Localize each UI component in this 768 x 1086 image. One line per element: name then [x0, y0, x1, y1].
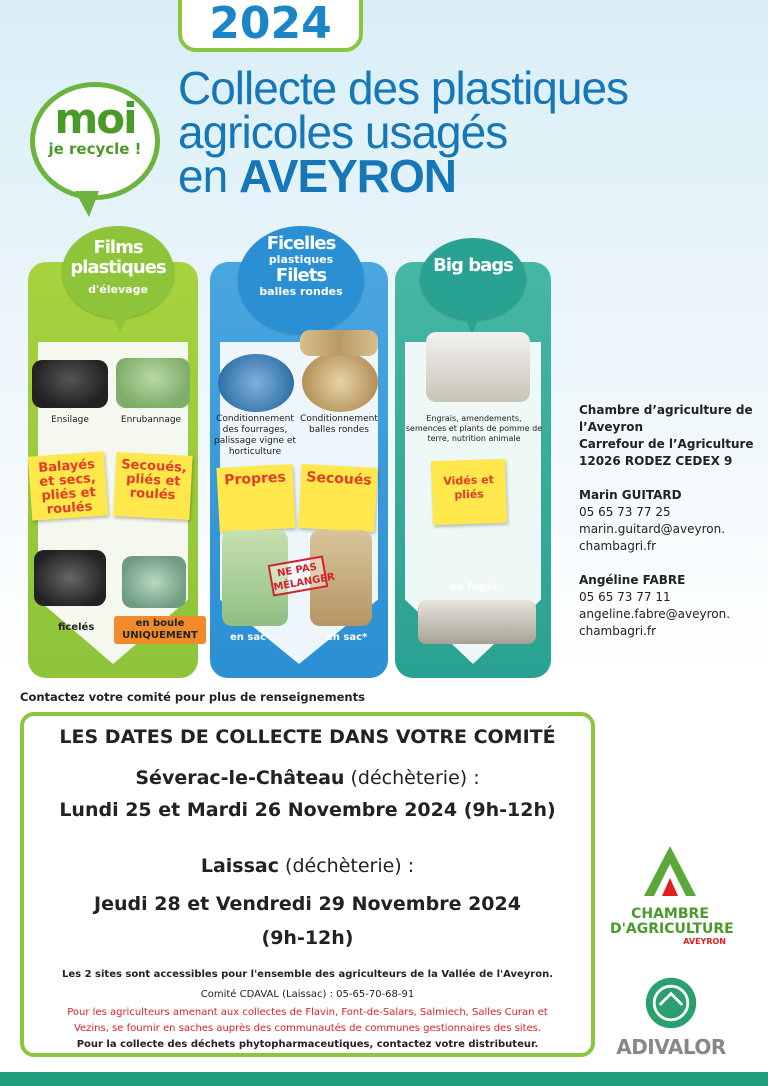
- site1-place: (déchèterie) :: [344, 767, 480, 789]
- contact-block: [579, 402, 759, 657]
- films-note-1: Balayés et secs, pliés et roulés: [28, 451, 108, 520]
- chambre-line-1: CHAMBRE: [631, 906, 709, 922]
- filets-title: Filets: [275, 265, 327, 286]
- boule-tag: en boule UNIQUEMENT: [114, 616, 206, 644]
- ensilage-photo: [32, 360, 108, 408]
- org-line-2: l’Aveyron: [579, 420, 644, 434]
- org-line-3: Carrefour de l’Agriculture: [579, 437, 754, 451]
- dates-title: LES DATES DE COLLECTE DANS VOTRE COMITÉ: [59, 726, 556, 748]
- ensilage-label: Ensilage: [51, 415, 89, 425]
- title-region: AVEYRON: [238, 150, 457, 202]
- person2-email-2[interactable]: chambagri.fr: [579, 624, 657, 638]
- year-box: [178, 0, 363, 52]
- propres-note: Propres: [216, 464, 295, 532]
- title-line-2: agricoles usagés: [178, 106, 508, 158]
- chambre-line-3: AVEYRON: [683, 937, 726, 946]
- org-line-1: Chambre d’agriculture de: [579, 403, 753, 417]
- footer-line-3: Pour les agriculteurs amenant aux collectes de Flavin, Font-de-Salars, Salmiech, Salles Curan et: [67, 1007, 548, 1018]
- org-line-4: 12026 RODEZ CEDEX 9: [579, 454, 733, 468]
- films-bubble: [62, 226, 174, 318]
- site2-hours: (9h-12h): [261, 927, 354, 949]
- site2-line: [24, 854, 591, 878]
- person2-email-1[interactable]: angeline.fabre@aveyron.: [579, 607, 731, 621]
- footer-line-1: Les 2 sites sont accessibles pour l'ensemble des agriculteurs de la Vallée de l'Aveyron.: [62, 969, 553, 980]
- badge-small: je recycle !: [48, 140, 142, 158]
- enrubannage-label: Enrubannage: [120, 415, 182, 425]
- site1-dates: Lundi 25 et Mardi 26 Novembre 2024 (9h-12h): [59, 799, 556, 821]
- person1-email-1[interactable]: marin.guitard@aveyron.: [579, 522, 726, 536]
- ficelles-title: Ficelles: [266, 233, 336, 254]
- filets-sac-label: en sac*: [326, 632, 368, 643]
- bottom-bar: [0, 1072, 768, 1086]
- chambre-line-2: D'AGRICULTURE: [610, 921, 734, 937]
- filets-photo: [302, 352, 378, 412]
- site2-dates: Jeudi 28 et Vendredi 29 Novembre 2024: [94, 893, 521, 915]
- person1-block: [579, 487, 759, 555]
- bigbags-bubble: [420, 238, 526, 320]
- contact-line: Contactez votre comité pour plus de renseignements: [20, 690, 365, 704]
- chambre-agriculture-logo: [610, 842, 734, 962]
- bigbag-photo: [426, 332, 530, 402]
- site2-place: (déchèterie) :: [279, 855, 415, 877]
- person1-name: Marin GUITARD: [579, 488, 682, 502]
- filets-sub: balles rondes: [259, 285, 343, 298]
- adivalor-text: ADIVALOR: [616, 1035, 726, 1059]
- bigbag-usage: Engrais, amendements, semences et plants de pomme de terre, nutrition animale: [405, 414, 543, 443]
- badge-big: moi: [54, 94, 136, 143]
- ficelles-usage: Conditionnement des fourrages, palissage vigne et horticulture: [214, 414, 296, 457]
- bales-photo: [300, 330, 378, 356]
- ficelles-bubble: [238, 226, 364, 334]
- films-title: Films plastiques: [70, 237, 166, 278]
- person1-email-2[interactable]: chambagri.fr: [579, 539, 657, 553]
- chambre-logo-icon: [640, 842, 700, 902]
- films-subtitle: d'élevage: [88, 283, 148, 296]
- footer-line-4: Vezins, se fournir en saches auprès des communautés de communes gestionnaires des sites.: [73, 1023, 542, 1034]
- ne-pas-melanger-stamp: NE PAS MÉLANGER: [268, 555, 329, 596]
- ficelles-photo: [218, 354, 294, 412]
- title-line-3: [178, 150, 738, 202]
- fagot-photo: [418, 600, 536, 644]
- person1-phone[interactable]: 05 65 73 77 25: [579, 505, 671, 519]
- vides-note: Vidés et pliés: [431, 459, 507, 526]
- adivalor-logo: [606, 975, 736, 1065]
- ficeles-photo: [34, 550, 106, 606]
- ficelles-sac-label: en sac*: [230, 632, 272, 643]
- boule-photo: [122, 556, 186, 608]
- bigbags-title: Big bags: [433, 255, 513, 276]
- enrubannage-photo: [116, 358, 190, 408]
- secoues-note: Secoués: [298, 464, 377, 532]
- org-block: [579, 402, 759, 470]
- title-prefix: en: [178, 150, 239, 202]
- site1-name: Séverac-le-Château: [135, 767, 345, 789]
- dates-box: [20, 712, 595, 1057]
- person2-block: [579, 572, 759, 640]
- filets-usage: Conditionnement balles rondes: [300, 414, 378, 435]
- title-line-1: Collecte des plastiques: [178, 62, 629, 114]
- page-title: [178, 62, 738, 202]
- ficelles-sub: plastiques: [268, 253, 334, 266]
- films-note-2: Secoués, pliés et roulés: [113, 452, 192, 520]
- site2-name: Laissac: [200, 855, 279, 877]
- person2-name: Angéline FABRE: [579, 573, 686, 587]
- ficeles-label: ficelés: [58, 622, 95, 633]
- person2-phone[interactable]: 05 65 73 77 11: [579, 590, 671, 604]
- footer-line-5: Pour la collecte des déchets phytopharmaceutiques, contactez votre distributeur.: [76, 1039, 539, 1050]
- site1-line: [24, 766, 591, 790]
- adivalor-logo-icon: [643, 975, 699, 1031]
- fagot-label: en fagot: [450, 582, 498, 593]
- recycle-badge: [30, 82, 160, 200]
- year: 2024: [209, 0, 332, 49]
- footer-line-2: Comité CDAVAL (Laissac) : 05-65-70-68-91: [200, 989, 415, 1000]
